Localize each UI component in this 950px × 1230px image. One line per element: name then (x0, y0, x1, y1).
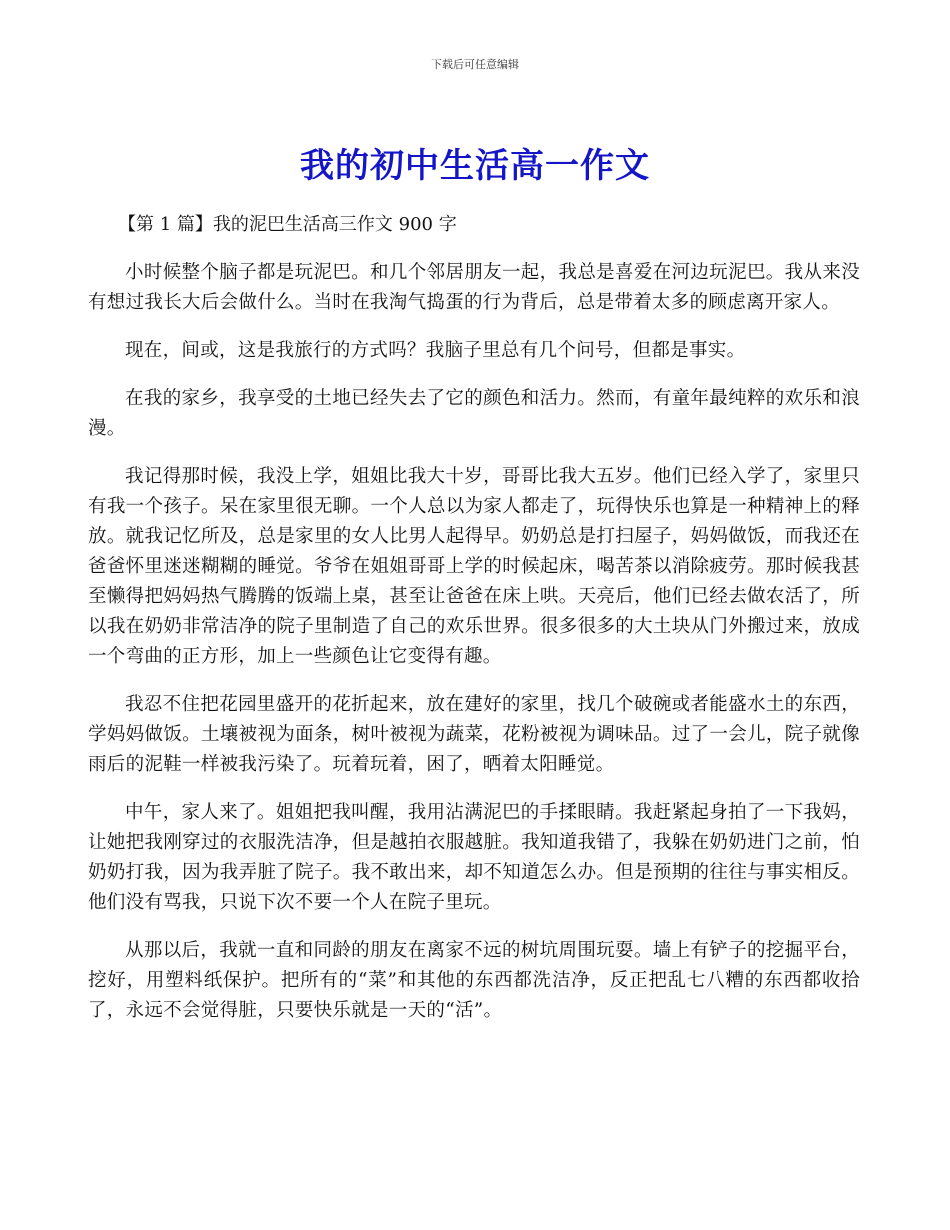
paragraph-3: 在我的家乡，我享受的土地已经失去了它的颜色和活力。然而，有童年最纯粹的欢乐和浪漫。 (88, 388, 860, 439)
paragraph-5: 我忍不住把花园里盛开的花折起来，放在建好的家里，找几个破碗或者能盛水土的东西，学妈妈做饭。土壤被视为面条，树叶被视为蔬菜，花粉被视为调味品。过了一会儿，院子就像雨后的泥鞋一样被我污染了。玩着玩着，困了，晒着太阳睡觉。 (88, 694, 860, 775)
document-title: 我的初中生活高一作文 (300, 146, 650, 186)
header-note: 下载后可任意编辑 (431, 58, 519, 71)
section-heading: 【第 1 篇】我的泥巴生活高三作文 900 字 (118, 214, 457, 235)
paragraph-2: 现在，间或，这是我旅行的方式吗？我脑子里总有几个问号，但都是事实。 (125, 340, 746, 361)
paragraph-1: 小时候整个脑子都是玩泥巴。和几个邻居朋友一起，我总是喜爱在河边玩泥巴。我从来没有想过我长大后会做什么。当时在我淘气捣蛋的行为背后，总是带着太多的顾虑离开家人。 (88, 262, 860, 313)
document-body (88, 210, 860, 1044)
paragraph-4: 我记得那时候，我没上学，姐姐比我大十岁，哥哥比我大五岁。他们已经入学了，家里只有我一个孩子。呆在家里很无聊。一个人总以为家人都走了，玩得快乐也算是一种精神上的释放。就我记忆所及，总是家里的女人比男人起得早。奶奶总是打扫屋子，妈妈做饭，而我还在爸爸怀里迷迷糊糊的睡觉。爷爷在姐姐哥哥上学的时候起床，喝苦茶以消除疲劳。那时候我甚至懒得把妈妈热气腾腾的饭端上桌，甚至让爸爸在床上哄。天亮后，他们已经去做农活了，所以我在奶奶非常洁净的院子里制造了自己的欢乐世界。很多很多的大土块从门外搬过来，放成一个弯曲的正方形，加上一些颜色让它变得有趣。 (88, 466, 860, 667)
paragraph-6: 中午，家人来了。姐姐把我叫醒，我用沾满泥巴的手揉眼睛。我赶紧起身拍了一下我妈，让她把我刚穿过的衣服洗洁净，但是越拍衣服越脏。我知道我错了，我躲在奶奶进门之前，怕奶奶打我，因为我弄脏了院子。我不敢出来，却不知道怎么办。但是预期的往往与事实相反。他们没有骂我，只说下次不要一个人在院子里玩。 (88, 802, 860, 913)
paragraph-7: 从那以后，我就一直和同龄的朋友在离家不远的树坑周围玩耍。墙上有铲子的挖掘平台，挖好，用塑料纸保护。把所有的“菜”和其他的东西都洗洁净，反正把乱七八糟的东西都收拾了，永远不会觉得脏，只要快乐就是一天的“活”。 (88, 940, 860, 1021)
